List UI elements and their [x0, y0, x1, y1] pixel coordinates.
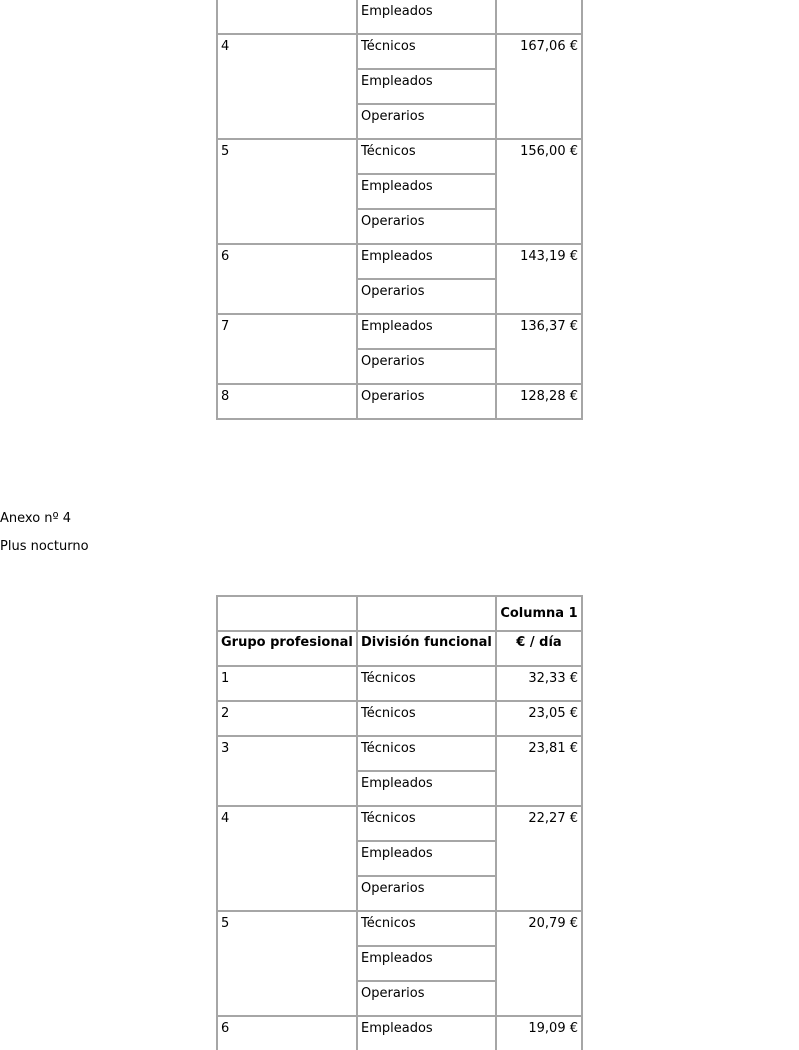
division-cell: Técnicos	[357, 139, 496, 174]
amount-cell: 128,28 €	[496, 384, 582, 419]
amount-cell: 20,79 €	[496, 911, 582, 1016]
header-row-labels	[217, 631, 582, 666]
unit-header: € / día	[496, 631, 582, 666]
division-cell: Empleados	[357, 946, 496, 981]
amount-cell: 23,81 €	[496, 736, 582, 806]
table-row	[217, 806, 582, 841]
salary-table-continued	[216, 0, 583, 420]
header-row-column-title	[217, 596, 582, 631]
night-bonus-table-body	[217, 666, 582, 1050]
table-row	[217, 666, 582, 701]
group-header: Grupo profesional	[217, 631, 357, 666]
division-cell: Empleados	[357, 771, 496, 806]
group-cell: 4	[217, 806, 357, 911]
division-cell: Empleados	[357, 244, 496, 279]
annex-title: Anexo nº 4	[0, 511, 72, 526]
table-row	[217, 384, 582, 419]
division-cell: Empleados	[357, 0, 496, 34]
annex-subtitle: Plus nocturno	[0, 539, 89, 554]
table-row	[217, 139, 582, 174]
division-cell: Operarios	[357, 981, 496, 1016]
division-cell: Empleados	[357, 841, 496, 876]
division-cell: Operarios	[357, 876, 496, 911]
group-cell: 7	[217, 314, 357, 384]
group-cell: 1	[217, 666, 357, 701]
group-cell: 8	[217, 384, 357, 419]
amount-cell: 136,37 €	[496, 314, 582, 384]
amount-cell: 19,09 €	[496, 1016, 582, 1050]
group-cell: 4	[217, 34, 357, 139]
table-row	[217, 314, 582, 349]
division-cell: Técnicos	[357, 666, 496, 701]
division-cell: Operarios	[357, 384, 496, 419]
group-cell: 5	[217, 139, 357, 244]
night-bonus-table	[216, 595, 583, 1050]
column-title-header: Columna 1	[496, 596, 582, 631]
table-row	[217, 244, 582, 279]
division-cell: Empleados	[357, 1016, 496, 1050]
header-empty-cell	[217, 596, 357, 631]
group-cell	[217, 0, 357, 34]
division-cell: Técnicos	[357, 911, 496, 946]
night-bonus-table-header	[217, 596, 582, 666]
division-cell: Empleados	[357, 314, 496, 349]
table-row	[217, 736, 582, 771]
division-cell: Operarios	[357, 279, 496, 314]
division-cell: Técnicos	[357, 701, 496, 736]
group-cell: 2	[217, 701, 357, 736]
division-cell: Operarios	[357, 209, 496, 244]
group-cell: 3	[217, 736, 357, 806]
table-row	[217, 1016, 582, 1050]
group-cell: 6	[217, 1016, 357, 1050]
division-cell: Técnicos	[357, 736, 496, 771]
amount-cell: 143,19 €	[496, 244, 582, 314]
amount-cell: 22,27 €	[496, 806, 582, 911]
division-cell: Técnicos	[357, 34, 496, 69]
table-row	[217, 911, 582, 946]
division-cell: Empleados	[357, 69, 496, 104]
division-header: División funcional	[357, 631, 496, 666]
division-cell: Técnicos	[357, 806, 496, 841]
group-cell: 6	[217, 244, 357, 314]
amount-cell: 23,05 €	[496, 701, 582, 736]
amount-cell: 167,06 €	[496, 34, 582, 139]
amount-cell	[496, 0, 582, 34]
division-cell: Empleados	[357, 174, 496, 209]
division-cell: Operarios	[357, 349, 496, 384]
division-cell: Operarios	[357, 104, 496, 139]
table-row	[217, 34, 582, 69]
group-cell: 5	[217, 911, 357, 1016]
amount-cell: 32,33 €	[496, 666, 582, 701]
table-row	[217, 701, 582, 736]
header-empty-cell	[357, 596, 496, 631]
amount-cell: 156,00 €	[496, 139, 582, 244]
salary-table-body	[217, 0, 582, 419]
